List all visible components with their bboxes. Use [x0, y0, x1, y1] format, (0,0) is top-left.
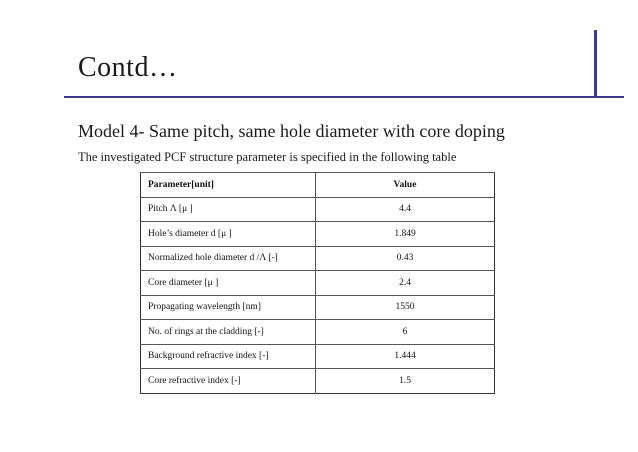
- parameter-cell: Core refractive index [-]: [141, 369, 316, 394]
- parameter-cell: Propagating wavelength [nm]: [141, 295, 316, 320]
- value-cell: 2.4: [316, 271, 495, 296]
- table-row: [141, 197, 495, 222]
- table-row: [141, 320, 495, 345]
- parameter-cell: Background refractive index [-]: [141, 344, 316, 369]
- table-row: [141, 295, 495, 320]
- title-accent-vertical-rule: [594, 30, 597, 96]
- value-cell: 1550: [316, 295, 495, 320]
- parameter-cell: No. of rings at the cladding [-]: [141, 320, 316, 345]
- table-row: [141, 246, 495, 271]
- model-subtitle: Model 4- Same pitch, same hole diameter with core doping: [78, 121, 505, 141]
- title-underline-rule: [64, 96, 624, 98]
- slide-title: Contd…: [78, 52, 178, 83]
- table-row: [141, 222, 495, 247]
- parameter-cell: Pitch Λ [μ ]: [141, 197, 316, 222]
- parameter-cell: Normalized hole diameter d /Λ [-]: [141, 246, 316, 271]
- parameter-cell: Core diameter [μ ]: [141, 271, 316, 296]
- table-row: [141, 271, 495, 296]
- header-value: Value: [316, 173, 495, 198]
- value-cell: 1.444: [316, 344, 495, 369]
- parameter-cell: Hole’s diameter d [μ ]: [141, 222, 316, 247]
- parameter-table: [140, 172, 495, 394]
- table-description: The investigated PCF structure parameter is specified in the following table: [78, 150, 457, 164]
- value-cell: 1.5: [316, 369, 495, 394]
- table-header-row: [141, 173, 495, 198]
- table-row: [141, 369, 495, 394]
- value-cell: 0.43: [316, 246, 495, 271]
- table-row: [141, 344, 495, 369]
- value-cell: 4.4: [316, 197, 495, 222]
- header-parameter: Parameter[unit]: [141, 173, 316, 198]
- value-cell: 6: [316, 320, 495, 345]
- value-cell: 1.849: [316, 222, 495, 247]
